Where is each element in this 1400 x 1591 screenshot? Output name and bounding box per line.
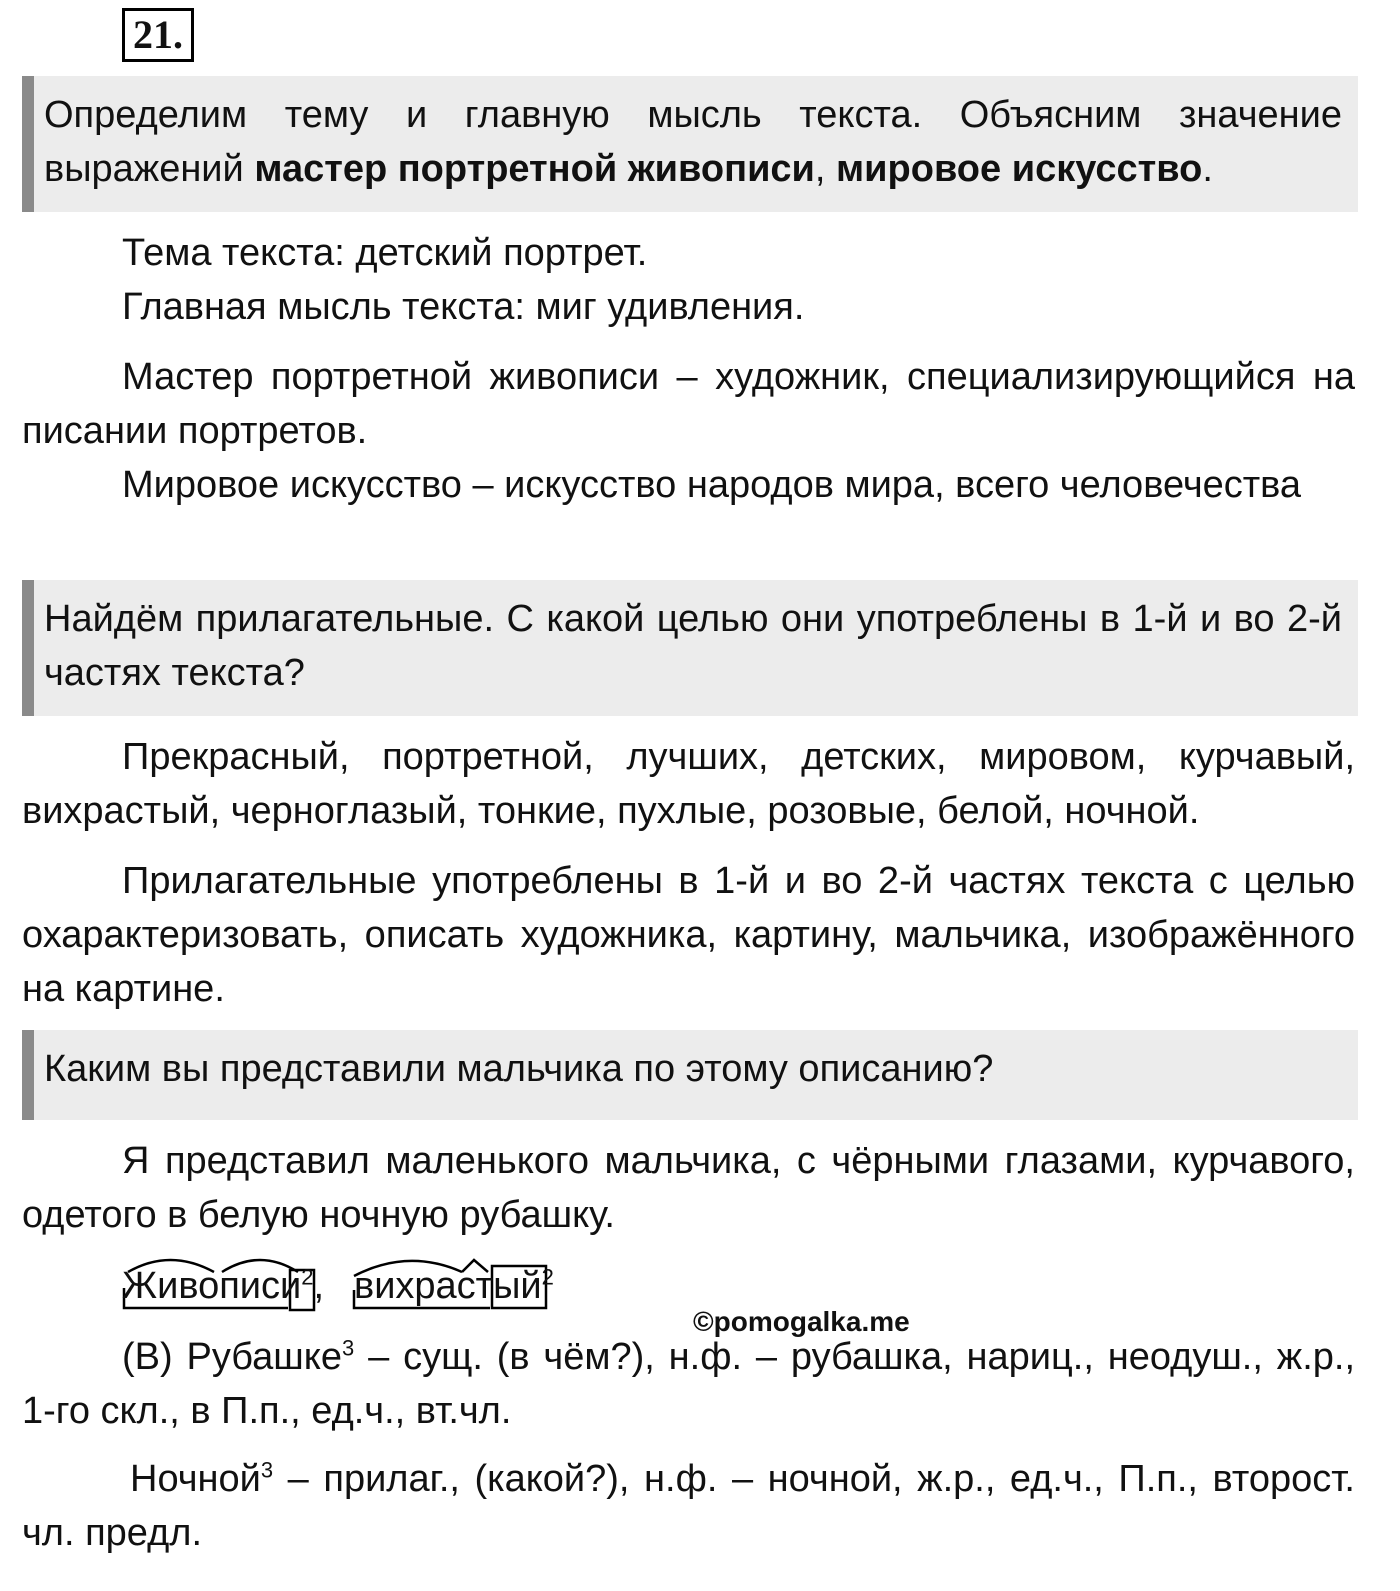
analysis-adjective-mark: 3 bbox=[260, 1457, 274, 1483]
task-1-sep: , bbox=[814, 148, 837, 190]
morpheme-word-1: Живописи$^2$, bbox=[122, 1264, 325, 1307]
task-block-1 bbox=[22, 76, 1358, 212]
analysis-noun-mark: 3 bbox=[341, 1335, 355, 1361]
answer-theme: Тема текста: детский портрет. bbox=[122, 232, 648, 274]
task-block-2 bbox=[22, 580, 1358, 716]
answer-definition-1: Мастер портретной живописи – художник, специализирующийся на писании портретов. bbox=[22, 356, 1355, 452]
task-block-3 bbox=[22, 1030, 1358, 1120]
analysis-adjective: Ночной$^3$ – прилаг., (какой?), н.ф. – ночной, ж.р., ед.ч., П.п., второст. чл. предл. bbox=[22, 1457, 1355, 1554]
task-1-term-2: мировое искусство bbox=[836, 148, 1203, 190]
answer-definition-2: Мировое искусство – искусство народов мира, всего человечества bbox=[122, 464, 1302, 506]
task-3-text: Каким вы представили мальчика по этому описанию? bbox=[44, 1048, 994, 1090]
exercise-number: 21. bbox=[122, 8, 194, 62]
task-1-text: Определим тему и главную мысль текста. Объясним значение выражений bbox=[44, 94, 1342, 190]
analysis-noun: (В) Рубашке$^3$ – сущ. (в чём?), н.ф. – рубашка, нариц., неодуш., ж.р., 1-го скл., в П.п., ед.ч., вт.чл. bbox=[22, 1335, 1355, 1432]
task-1-term-1: мастер портретной живописи bbox=[254, 148, 815, 190]
morpheme-mark-2: 2 bbox=[541, 1264, 554, 1290]
morpheme-mark-1: 2 bbox=[301, 1264, 314, 1290]
task-2-text: Найдём прилагательные. С какой целью они употреблены в 1-й и во 2-й частях текста? bbox=[44, 598, 1342, 694]
answer-boy-description: Я представил маленького мальчика, с чёрными глазами, курчавого, одетого в белую ночную рубашку. bbox=[22, 1140, 1355, 1236]
answer-adjectives-list: Прекрасный, портретной, лучших, детских, мировом, курчавый, вихрастый, черноглазый, тонкие, пухлые, розовые, белой, ночной. bbox=[22, 736, 1355, 832]
morphemic-analysis bbox=[122, 1250, 602, 1322]
morpheme-word-2: вихрастый$^2$ bbox=[354, 1264, 554, 1307]
watermark: ©pomogalka.me bbox=[693, 1306, 910, 1337]
answer-main-idea: Главная мысль текста: миг удивления. bbox=[122, 286, 805, 328]
answer-adjectives-purpose: Прилагательные употреблены в 1-й и во 2-й частях текста с целью охарактеризовать, описать художника, картину, мальчика, изображённого на картине. bbox=[22, 860, 1355, 1010]
task-1-end: . bbox=[1202, 148, 1213, 190]
